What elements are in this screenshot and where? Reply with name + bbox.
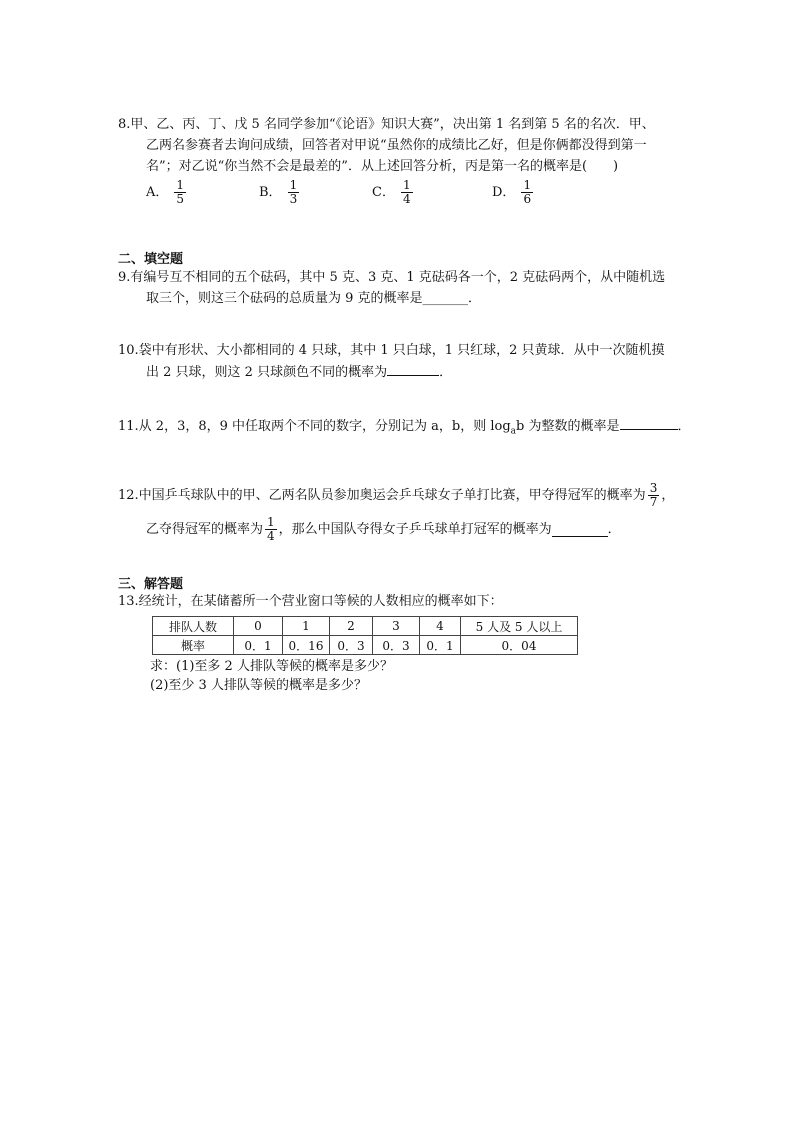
table-cell: 排队人数 [153,617,234,636]
denominator: 3 [289,192,298,206]
q11-end: ． [677,419,691,434]
q8-option-b[interactable] [259,179,372,206]
answer-blank[interactable] [552,522,608,537]
table-cell: 0．1 [234,636,283,655]
section-heading-fill-in: 二、填空题 [118,252,184,267]
section-heading-solve: 三、解答题 [118,577,184,592]
denominator: 7 [649,494,658,509]
table-cell: 0．3 [330,636,373,655]
table-cell: 2 [330,617,373,636]
question-8 [118,114,708,206]
denominator: 4 [402,192,411,206]
fraction [265,516,277,543]
table-cell: 0．16 [283,636,330,655]
numerator: 1 [176,178,185,192]
q9-line-1: 9.有编号互不相同的五个砝码，其中 5 克、3 克、1 克砝码各一个，2 克砝码两个，从中随机选 [118,270,666,285]
question-11 [118,415,708,443]
question-9 [118,267,708,309]
question-12 [118,482,718,544]
q10-end: ． [439,365,453,380]
numerator: 1 [402,178,411,192]
q8-option-a[interactable] [146,179,259,206]
q13-sub-2: (2)至少 3 人排队等候的概率是多少？ [150,678,367,693]
q8-line-2: 乙两名参赛者去询问成绩，回答者对甲说“虽然你的成绩比乙好，但是你俩都没得到第一 [146,138,647,153]
fraction [401,179,413,206]
fraction [174,179,186,206]
fraction [521,179,533,206]
q12-line1-end: ， [661,487,675,503]
q13-intro: 13.经统计，在某储蓄所一个营业窗口等候的人数相应的概率如下： [118,594,503,609]
fraction [648,482,660,509]
table-cell: 0．1 [420,636,461,655]
q8-line-1: 8.甲、乙、丙、丁、戊 5 名同学参加“《论语》知识大赛”，决出第 1 名到第 5 名的名次．甲、 [118,117,655,132]
q12-end: ． [607,521,621,537]
q8-options [118,179,708,206]
question-10 [118,340,708,383]
q8-option-c[interactable] [372,179,492,206]
q10-text: 出 2 只球，则这 2 只球颜色不同的概率为 [146,365,388,380]
q8-line-3: 名”；对乙说“你当然不会是最差的”．从上述回答分析，丙是第一名的概率是( ) [146,159,619,174]
answer-blank[interactable] [387,361,439,376]
q12-text-b: ，那么中国队夺得女子乒乓球单打冠军的概率为 [278,521,552,537]
q8-option-d[interactable] [492,179,605,206]
table-cell: 4 [420,617,461,636]
table-cell: 0 [234,617,283,636]
numerator: 1 [523,178,532,192]
table-cell: 0．3 [373,636,420,655]
table-cell: 3 [373,617,420,636]
q10-line-1: 10.袋中有形状、大小都相同的 4 只球，其中 1 只白球，1 只红球，2 只黄球．从中一次随机摸 [118,343,665,358]
q9-line-2: 取三个，则这三个砝码的总质量为 9 克的概率是_______． [146,291,482,306]
denominator: 6 [523,192,532,206]
table-row [153,636,578,655]
numerator: 1 [289,178,298,192]
option-label: B． [259,185,282,200]
table-row [153,617,578,636]
fraction [288,179,300,206]
q11-text-b: b 为整数的概率是 [516,419,620,434]
table-cell: 0．04 [461,636,578,655]
q13-sub-1: 求：(1)至多 2 人排队等候的概率是多少？ [150,659,393,674]
table-cell: 1 [283,617,330,636]
q12-text-a: 乙夺得冠军的概率为 [146,521,264,537]
option-label: C． [372,185,395,200]
table-cell: 概率 [153,636,234,655]
log-base: a [510,426,517,437]
q12-text: 12.中国乒乓球队中的甲、乙两名队员参加奥运会乒乓球女子单打比赛，甲夺得冠军的概率为 [118,487,646,503]
denominator: 5 [176,192,185,206]
q10-line-2 [118,361,708,383]
probability-table [152,616,578,655]
q12-line-1 [118,482,718,508]
q12-line-2 [118,514,718,544]
numerator: 3 [649,480,658,495]
numerator: 1 [267,514,275,529]
q11-text: 11.从 2，3，8，9 中任取两个不同的数字，分别记为 a，b，则 log [118,419,511,434]
option-label: D． [492,185,516,200]
option-label: A． [146,185,169,200]
answer-blank[interactable] [620,415,678,430]
denominator: 4 [267,528,275,543]
table-cell: 5 人及 5 人以上 [461,617,578,636]
